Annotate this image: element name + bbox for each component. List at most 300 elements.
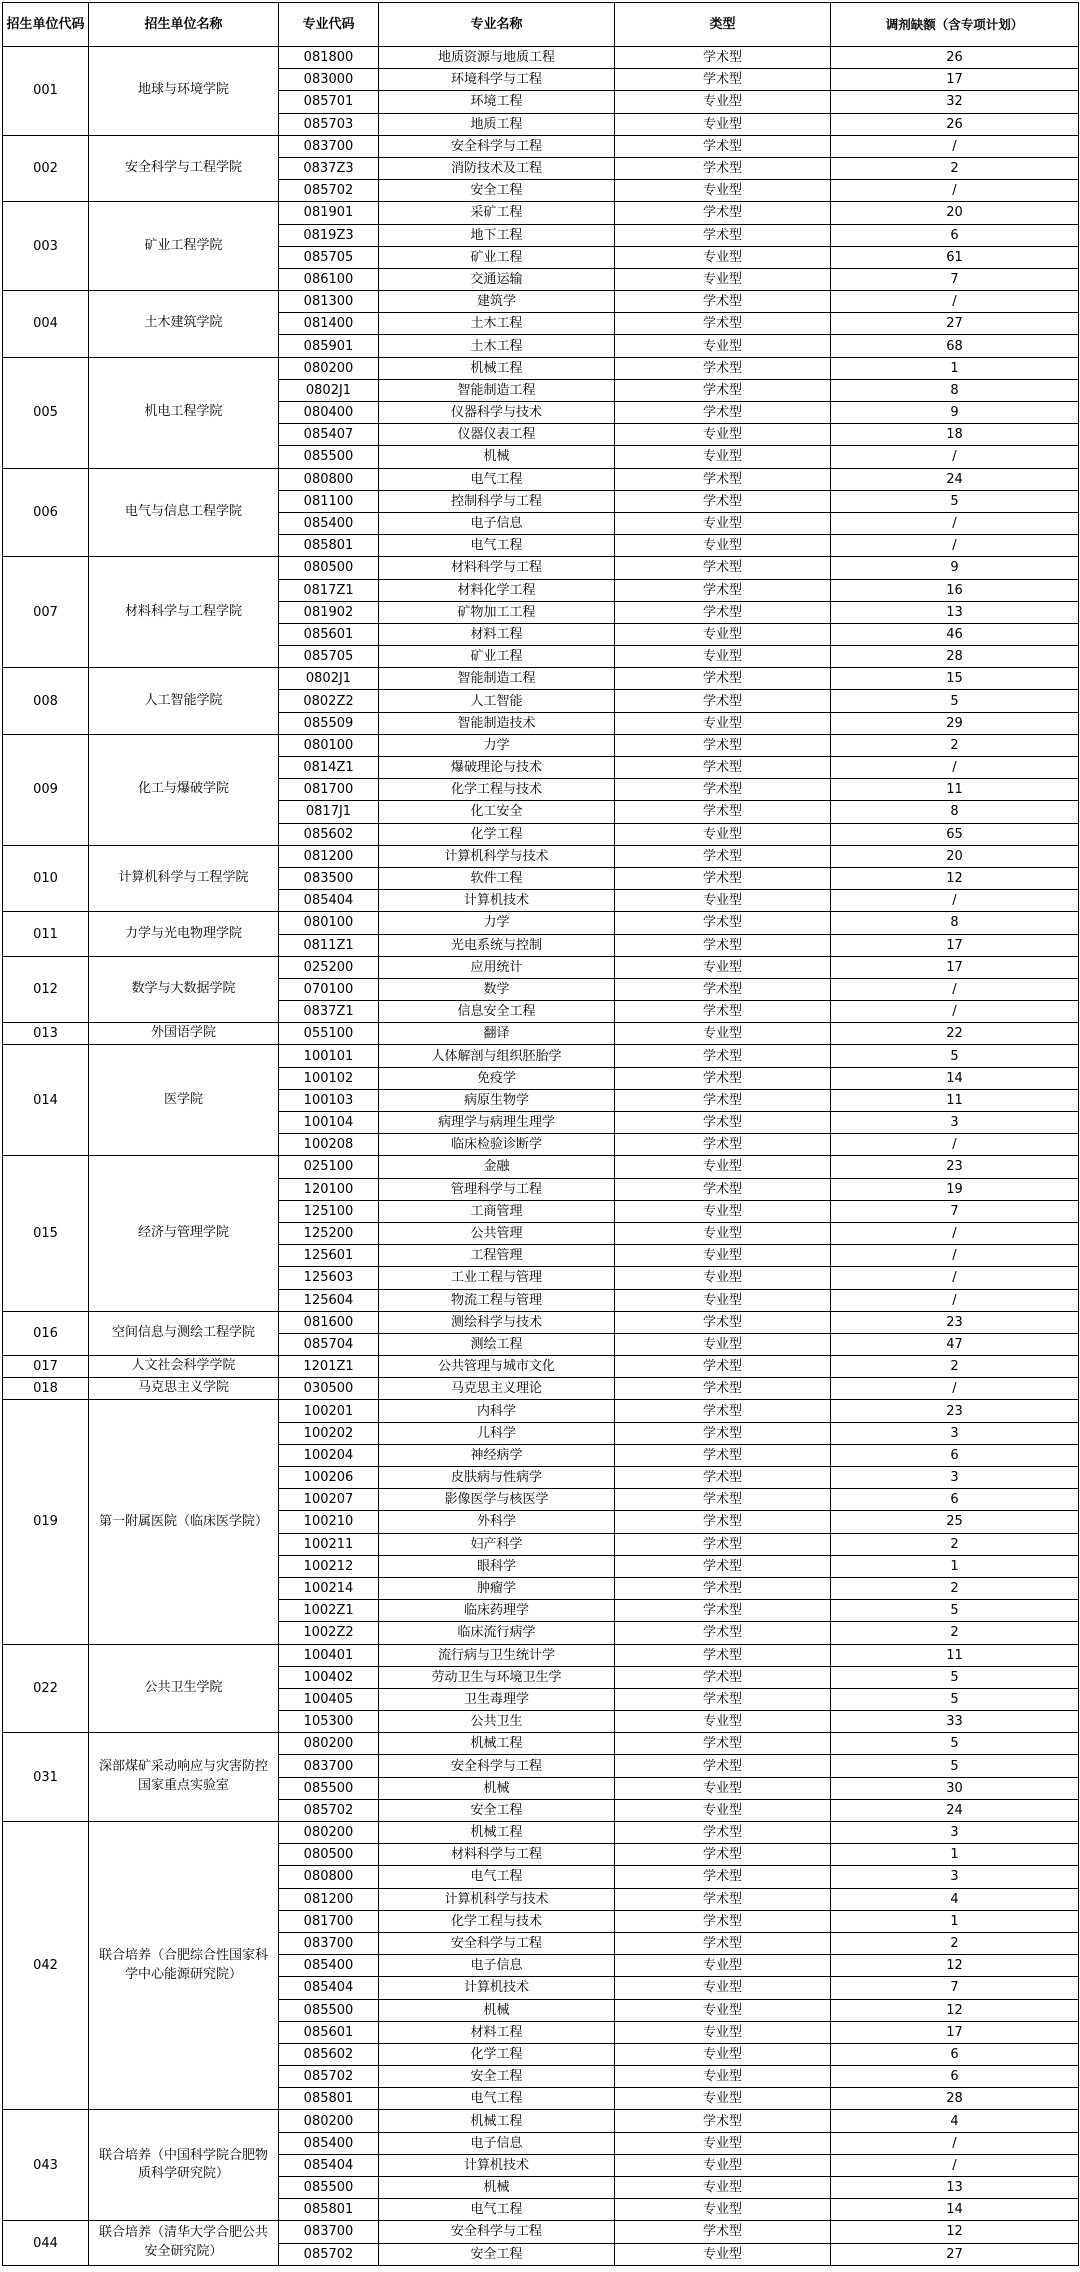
table-row [3,1822,1079,1844]
major-type: 专业型 [615,113,831,135]
unit-name: 机电工程学院 [89,357,279,468]
major-type: 学术型 [615,668,831,690]
vacancy-count: 68 [831,335,1079,357]
major-code: 070100 [279,978,379,1000]
vacancy-count: 17 [831,934,1079,956]
major-name: 仪器仪表工程 [379,424,615,446]
major-name: 地下工程 [379,224,615,246]
major-code: 1002Z2 [279,1622,379,1644]
major-type: 专业型 [615,1245,831,1267]
vacancy-count: 8 [831,379,1079,401]
major-code: 080200 [279,2110,379,2132]
major-name: 应用统计 [379,956,615,978]
table-row [3,47,1079,69]
vacancy-count: 24 [831,1799,1079,1821]
major-code: 0802J1 [279,668,379,690]
major-code: 100104 [279,1112,379,1134]
major-type: 学术型 [615,2221,831,2243]
unit-name: 第一附属医院（临床医学院） [89,1400,279,1644]
major-type: 学术型 [615,1089,831,1111]
vacancy-count: 19 [831,1178,1079,1200]
major-name: 力学 [379,912,615,934]
major-code: 100401 [279,1644,379,1666]
vacancy-count: 5 [831,1600,1079,1622]
major-code: 025100 [279,1156,379,1178]
major-name: 数学 [379,978,615,1000]
major-name: 工程管理 [379,1245,615,1267]
vacancy-count: 6 [831,2043,1079,2065]
major-type: 学术型 [615,690,831,712]
major-type: 专业型 [615,91,831,113]
major-code: 085601 [279,2021,379,2043]
major-code: 100201 [279,1400,379,1422]
major-name: 卫生毒理学 [379,1688,615,1710]
major-name: 仪器科学与技术 [379,402,615,424]
vacancy-count: 26 [831,113,1079,135]
unit-code: 008 [3,668,89,735]
table-row [3,291,1079,313]
major-type: 专业型 [615,424,831,446]
major-type: 专业型 [615,446,831,468]
unit-code: 031 [3,1733,89,1822]
unit-name: 联合培养（合肥综合性国家科学中心能源研究院） [89,1822,279,2110]
major-code: 081902 [279,601,379,623]
major-code: 081400 [279,313,379,335]
table-row [3,912,1079,934]
major-code: 083500 [279,867,379,889]
major-type: 专业型 [615,1333,831,1355]
major-type: 学术型 [615,1888,831,1910]
unit-code: 009 [3,734,89,845]
major-code: 085500 [279,1999,379,2021]
major-type: 学术型 [615,1822,831,1844]
major-type: 学术型 [615,468,831,490]
major-name: 安全科学与工程 [379,1932,615,1954]
major-type: 专业型 [615,2066,831,2088]
major-type: 专业型 [615,2177,831,2199]
major-name: 土木工程 [379,335,615,357]
major-type: 专业型 [615,335,831,357]
table-row [3,468,1079,490]
major-code: 083000 [279,69,379,91]
major-name: 机械 [379,2177,615,2199]
unit-name: 化工与爆破学院 [89,734,279,845]
vacancy-count: / [831,2132,1079,2154]
vacancy-count: 6 [831,1444,1079,1466]
vacancy-count: 11 [831,1644,1079,1666]
major-name: 控制科学与工程 [379,490,615,512]
major-type: 专业型 [615,1777,831,1799]
major-type: 学术型 [615,1045,831,1067]
vacancy-count: 2 [831,1356,1079,1378]
major-name: 物流工程与管理 [379,1289,615,1311]
major-code: 0814Z1 [279,757,379,779]
major-type: 学术型 [615,313,831,335]
major-type: 专业型 [615,2243,831,2265]
major-type: 专业型 [615,1200,831,1222]
major-type: 学术型 [615,1378,831,1400]
major-name: 电气工程 [379,2199,615,2221]
vacancy-count: 46 [831,623,1079,645]
vacancy-table [2,2,1079,2266]
major-type: 学术型 [615,2110,831,2132]
major-code: 025200 [279,956,379,978]
major-type: 学术型 [615,1600,831,1622]
major-name: 免疫学 [379,1067,615,1089]
major-code: 085602 [279,2043,379,2065]
major-name: 流行病与卫生统计学 [379,1644,615,1666]
vacancy-count: / [831,757,1079,779]
major-name: 建筑学 [379,291,615,313]
major-name: 机械 [379,1999,615,2021]
major-name: 计算机科学与技术 [379,845,615,867]
table-row [3,956,1079,978]
header-vacancy: 调剂缺额（含专项计划） [831,3,1079,47]
major-name: 测绘科学与技术 [379,1311,615,1333]
vacancy-count: 6 [831,2066,1079,2088]
vacancy-count: 33 [831,1711,1079,1733]
unit-code: 010 [3,845,89,912]
vacancy-count: 1 [831,357,1079,379]
major-name: 测绘工程 [379,1333,615,1355]
table-row [3,1733,1079,1755]
major-code: 081700 [279,1910,379,1932]
major-code: 100202 [279,1422,379,1444]
major-type: 学术型 [615,1311,831,1333]
header-unit-name: 招生单位名称 [89,3,279,47]
vacancy-count: 27 [831,313,1079,335]
major-name: 智能制造工程 [379,379,615,401]
table-row [3,1045,1079,1067]
vacancy-count: 7 [831,1200,1079,1222]
major-code: 083700 [279,1932,379,1954]
major-code: 085801 [279,2199,379,2221]
vacancy-count: 3 [831,1112,1079,1134]
major-name: 马克思主义理论 [379,1378,615,1400]
unit-code: 019 [3,1400,89,1644]
major-code: 100102 [279,1067,379,1089]
major-name: 机械工程 [379,357,615,379]
vacancy-count: 47 [831,1333,1079,1355]
major-name: 外科学 [379,1511,615,1533]
header-major-code: 专业代码 [279,3,379,47]
major-name: 电气工程 [379,2088,615,2110]
unit-code: 022 [3,1644,89,1733]
major-type: 学术型 [615,779,831,801]
table-row [3,135,1079,157]
major-type: 学术型 [615,357,831,379]
major-type: 学术型 [615,135,831,157]
major-type: 专业型 [615,535,831,557]
major-name: 地质资源与地质工程 [379,47,615,69]
major-name: 爆破理论与技术 [379,757,615,779]
major-type: 学术型 [615,1932,831,1954]
unit-code: 017 [3,1356,89,1378]
vacancy-count: 4 [831,1888,1079,1910]
major-name: 人工智能 [379,690,615,712]
unit-code: 003 [3,202,89,291]
major-code: 085400 [279,512,379,534]
unit-name: 医学院 [89,1045,279,1156]
vacancy-count: 9 [831,557,1079,579]
unit-code: 011 [3,912,89,956]
major-name: 皮肤病与性病学 [379,1467,615,1489]
unit-code: 004 [3,291,89,358]
major-code: 125601 [279,1245,379,1267]
vacancy-count: 2 [831,1577,1079,1599]
major-type: 学术型 [615,1666,831,1688]
major-code: 100208 [279,1134,379,1156]
vacancy-count: 17 [831,2021,1079,2043]
major-type: 学术型 [615,1444,831,1466]
major-type: 专业型 [615,1711,831,1733]
major-code: 081700 [279,779,379,801]
major-name: 工业工程与管理 [379,1267,615,1289]
major-type: 学术型 [615,1422,831,1444]
major-code: 085702 [279,180,379,202]
major-type: 专业型 [615,646,831,668]
major-name: 智能制造技术 [379,712,615,734]
vacancy-count: 32 [831,91,1079,113]
vacancy-count: 22 [831,1023,1079,1045]
major-name: 光电系统与控制 [379,934,615,956]
vacancy-count: / [831,535,1079,557]
major-type: 学术型 [615,579,831,601]
vacancy-count: 3 [831,1866,1079,1888]
major-code: 125200 [279,1222,379,1244]
vacancy-count: 65 [831,823,1079,845]
major-code: 085801 [279,2088,379,2110]
major-code: 085509 [279,712,379,734]
major-name: 安全工程 [379,180,615,202]
unit-code: 014 [3,1045,89,1156]
unit-name: 矿业工程学院 [89,202,279,291]
table-row [3,734,1079,756]
vacancy-count: 2 [831,1622,1079,1644]
major-code: 100405 [279,1688,379,1710]
vacancy-count: / [831,291,1079,313]
unit-code: 012 [3,956,89,1023]
vacancy-count: / [831,1001,1079,1023]
major-name: 金融 [379,1156,615,1178]
major-code: 086100 [279,268,379,290]
major-code: 085500 [279,2177,379,2199]
table-row [3,1156,1079,1178]
unit-code: 015 [3,1156,89,1311]
major-code: 100211 [279,1533,379,1555]
vacancy-count: 5 [831,690,1079,712]
header-type: 类型 [615,3,831,47]
major-type: 学术型 [615,1866,831,1888]
header-row [3,3,1079,47]
major-name: 环境科学与工程 [379,69,615,91]
major-type: 学术型 [615,1400,831,1422]
major-code: 100206 [279,1467,379,1489]
major-code: 055100 [279,1023,379,1045]
vacancy-count: 5 [831,1045,1079,1067]
major-type: 学术型 [615,1178,831,1200]
table-row [3,1311,1079,1333]
major-name: 管理科学与工程 [379,1178,615,1200]
major-name: 安全科学与工程 [379,135,615,157]
major-code: 083700 [279,1755,379,1777]
vacancy-count: 12 [831,2221,1079,2243]
vacancy-count: / [831,1245,1079,1267]
major-type: 学术型 [615,557,831,579]
major-code: 085705 [279,646,379,668]
major-name: 化学工程与技术 [379,779,615,801]
major-code: 085705 [279,246,379,268]
major-code: 085702 [279,2066,379,2088]
major-type: 专业型 [615,1999,831,2021]
major-code: 030500 [279,1378,379,1400]
table-row [3,2221,1079,2243]
major-name: 临床检验诊断学 [379,1134,615,1156]
unit-name: 人文社会科学学院 [89,1356,279,1378]
major-code: 100402 [279,1666,379,1688]
unit-code: 002 [3,135,89,202]
table-row [3,668,1079,690]
major-name: 材料工程 [379,2021,615,2043]
vacancy-count: / [831,446,1079,468]
major-name: 机械工程 [379,1822,615,1844]
vacancy-count: 8 [831,912,1079,934]
major-type: 专业型 [615,2154,831,2176]
major-code: 080800 [279,1866,379,1888]
major-name: 矿业工程 [379,646,615,668]
vacancy-count: 2 [831,734,1079,756]
vacancy-count: 14 [831,1067,1079,1089]
major-name: 安全工程 [379,2243,615,2265]
vacancy-count: 14 [831,2199,1079,2221]
major-code: 085400 [279,2132,379,2154]
vacancy-count: 25 [831,1511,1079,1533]
major-name: 电子信息 [379,512,615,534]
major-type: 学术型 [615,1001,831,1023]
major-type: 学术型 [615,1577,831,1599]
table-row [3,845,1079,867]
major-code: 081901 [279,202,379,224]
major-type: 学术型 [615,1733,831,1755]
major-name: 妇产科学 [379,1533,615,1555]
major-type: 学术型 [615,157,831,179]
vacancy-count: / [831,1378,1079,1400]
major-name: 矿物加工工程 [379,601,615,623]
vacancy-count: / [831,890,1079,912]
unit-code: 001 [3,47,89,136]
major-code: 081600 [279,1311,379,1333]
major-name: 力学 [379,734,615,756]
major-code: 085901 [279,335,379,357]
vacancy-count: 13 [831,2177,1079,2199]
vacancy-count: / [831,1289,1079,1311]
major-name: 化工安全 [379,801,615,823]
major-name: 人体解剖与组织胚胎学 [379,1045,615,1067]
vacancy-count: 17 [831,956,1079,978]
major-code: 085702 [279,2243,379,2265]
major-code: 080500 [279,557,379,579]
major-name: 神经病学 [379,1444,615,1466]
major-type: 专业型 [615,268,831,290]
major-name: 材料工程 [379,623,615,645]
major-type: 学术型 [615,1555,831,1577]
unit-name: 公共卫生学院 [89,1644,279,1733]
major-code: 081300 [279,291,379,313]
major-name: 材料化学工程 [379,579,615,601]
major-type: 专业型 [615,2088,831,2110]
major-code: 081800 [279,47,379,69]
unit-name: 深部煤矿采动响应与灾害防控国家重点实验室 [89,1733,279,1822]
major-type: 专业型 [615,623,831,645]
major-code: 081200 [279,1888,379,1910]
major-type: 学术型 [615,1755,831,1777]
unit-name: 空间信息与测绘工程学院 [89,1311,279,1355]
major-type: 学术型 [615,69,831,91]
vacancy-count: 2 [831,157,1079,179]
vacancy-count: 28 [831,2088,1079,2110]
vacancy-count: 4 [831,2110,1079,2132]
vacancy-count: 29 [831,712,1079,734]
unit-name: 数学与大数据学院 [89,956,279,1023]
major-name: 机械 [379,446,615,468]
major-type: 专业型 [615,2021,831,2043]
vacancy-count: 20 [831,845,1079,867]
vacancy-count: 23 [831,1156,1079,1178]
major-type: 专业型 [615,1222,831,1244]
major-code: 085404 [279,2154,379,2176]
major-code: 085500 [279,446,379,468]
table-row [3,2110,1079,2132]
table-row [3,1378,1079,1400]
major-code: 083700 [279,135,379,157]
header-unit-code: 招生单位代码 [3,3,89,47]
major-type: 学术型 [615,224,831,246]
unit-code: 006 [3,468,89,557]
vacancy-count: 61 [831,246,1079,268]
major-code: 100204 [279,1444,379,1466]
major-type: 专业型 [615,1023,831,1045]
major-code: 080100 [279,912,379,934]
major-name: 地质工程 [379,113,615,135]
major-type: 学术型 [615,1533,831,1555]
unit-name: 联合培养（中国科学院合肥物质科学研究院） [89,2110,279,2221]
major-type: 专业型 [615,1267,831,1289]
major-code: 0819Z3 [279,224,379,246]
unit-name: 力学与光电物理学院 [89,912,279,956]
major-name: 电子信息 [379,1955,615,1977]
major-type: 专业型 [615,2132,831,2154]
major-name: 儿科学 [379,1422,615,1444]
major-code: 085701 [279,91,379,113]
major-code: 100212 [279,1555,379,1577]
major-name: 信息安全工程 [379,1001,615,1023]
major-type: 专业型 [615,1977,831,1999]
major-type: 学术型 [615,1644,831,1666]
major-code: 085407 [279,424,379,446]
vacancy-count: 16 [831,579,1079,601]
unit-code: 013 [3,1023,89,1045]
vacancy-count: 28 [831,646,1079,668]
unit-code: 018 [3,1378,89,1400]
major-type: 专业型 [615,2199,831,2221]
major-type: 专业型 [615,1955,831,1977]
major-code: 105300 [279,1711,379,1733]
major-type: 学术型 [615,1112,831,1134]
unit-code: 042 [3,1822,89,2110]
major-name: 材料科学与工程 [379,557,615,579]
vacancy-count: 17 [831,69,1079,91]
major-name: 安全工程 [379,2066,615,2088]
